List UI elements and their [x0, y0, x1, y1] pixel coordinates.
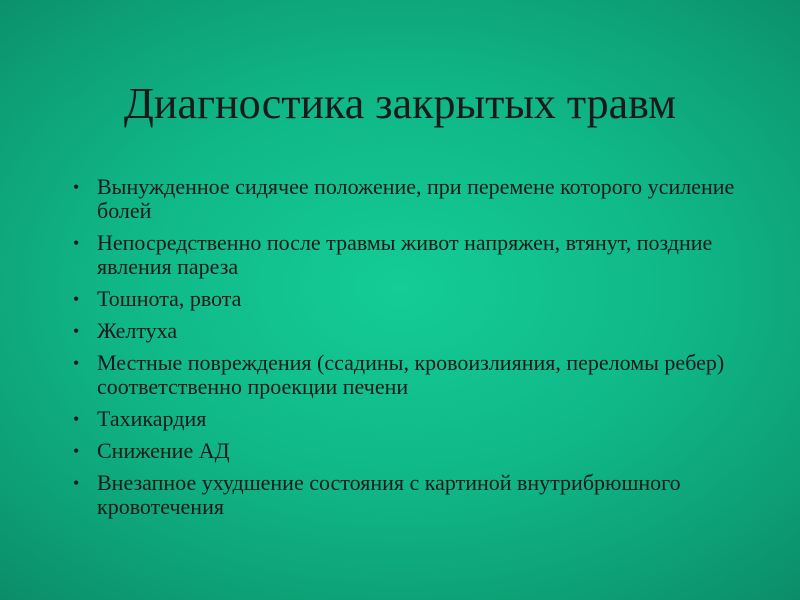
bullet-icon: • — [73, 473, 80, 493]
list-item — [73, 175, 753, 223]
list-item-text: Снижение АД — [97, 438, 230, 463]
list-item-text: Местные повреждения (ссадины, кровоизлияния, переломы ребер) соответственно проекции печени — [97, 350, 725, 399]
list-item — [73, 471, 753, 519]
bullet-icon: • — [73, 233, 80, 253]
bullet-icon: • — [73, 353, 80, 373]
list-item — [73, 407, 753, 431]
list-item — [73, 351, 753, 399]
list-item-text: Тошнота, рвота — [97, 286, 242, 311]
list-item — [73, 287, 753, 311]
bullet-icon: • — [73, 177, 80, 197]
bullet-list — [73, 175, 753, 527]
list-item — [73, 439, 753, 463]
list-item-text: Непосредственно после травмы живот напряжен, втянут, поздние явления пареза — [97, 230, 713, 279]
bullet-icon: • — [73, 441, 80, 461]
bullet-icon: • — [73, 289, 80, 309]
slide-title: Диагностика закрытых травм — [123, 79, 677, 128]
list-item-text: Желтуха — [97, 318, 178, 343]
list-item — [73, 231, 753, 279]
list-item-text: Внезапное ухудшение состояния с картиной внутрибрюшного кровотечения — [97, 470, 681, 519]
list-item-text: Вынужденное сидячее положение, при перемене которого усиление болей — [97, 174, 735, 223]
bullet-icon: • — [73, 321, 80, 341]
bullet-icon: • — [73, 409, 80, 429]
list-item-text: Тахикардия — [97, 406, 207, 431]
list-item — [73, 319, 753, 343]
